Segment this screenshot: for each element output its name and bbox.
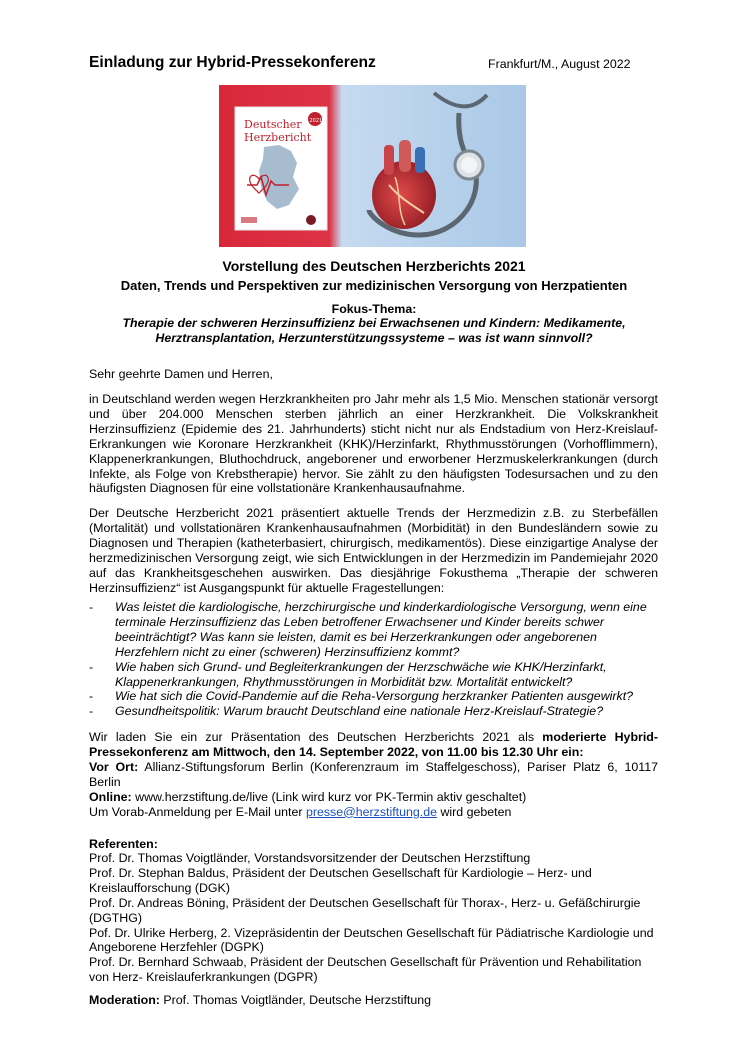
registration-text-before: Um Vorab-Anmeldung per E-Mail unter bbox=[89, 804, 303, 819]
invitation-block bbox=[89, 730, 658, 819]
moderation-name: Prof. Thomas Voigtländer, Deutsche Herzstiftung bbox=[163, 993, 432, 1007]
speakers-list bbox=[89, 851, 658, 985]
onsite-location: Allianz-Stiftungsforum Berlin (Konferenzraum im Staffelgeschoss), Pariser Platz 6, 10117 Berlin bbox=[89, 759, 659, 789]
book-title-line2: Herzbericht bbox=[244, 131, 312, 144]
moderation-line bbox=[89, 993, 658, 1008]
invitation-event-details: moderierte Hybrid-Pressekonferenz am Mittwoch, den 14. September 2022, von 11.00 bis 12.30 Uhr ein: bbox=[89, 730, 658, 759]
list-item: - Wie haben sich Grund- und Begleiterkrankungen der Herzschwäche wie KHK/Herzinfarkt, Klappenerkrankungen, Rhythmusstörungen in Morbidität bzw. Mortalität entwickelt? bbox=[89, 659, 607, 689]
book-cover bbox=[235, 107, 327, 230]
speaker-item: Prof. Dr. Thomas Voigtländer, Vorstandsvorsitzender der Deutschen Herzstiftung bbox=[89, 851, 531, 865]
book-year: 2021 bbox=[309, 118, 323, 124]
speakers-heading: Referenten: bbox=[89, 837, 158, 851]
focus-label: Fokus-Thema: bbox=[331, 302, 417, 316]
onsite-label: Vor Ort: bbox=[89, 759, 139, 774]
document-title: Einladung zur Hybrid-Pressekonferenz bbox=[89, 54, 376, 71]
place-date: Frankfurt/M., August 2022 bbox=[488, 57, 631, 71]
focus-topic-line2: Herztransplantation, Herzunterstützungssysteme – was ist wann sinnvoll? bbox=[155, 331, 593, 345]
list-item: - Wie hat sich die Covid-Pandemie auf die Reha-Versorgung herzkranker Patienten ausgewirkt? bbox=[89, 689, 634, 704]
paragraph-herzbericht: Der Deutsche Herzbericht 2021 präsentiert aktuelle Trends der Herzmedizin z.B. zu Sterbefällen (Mortalität) und vollstationären Krankenhausaufnahmen (Morbidität) in den Bundesländern sowie zu Diagnosen und Therapien (katheterbasiert, chirurgisch, medikamentös). Diese einzigartige Analyse der herzmedizinischen Versorgung zeigt, wie sich Entwicklungen in der Herzmedizin im Pandemiejahr 2020 auf das Krankheitsgeschehen auswirken. Das diesjährige Fokusthema „Therapie der schweren Herzinsuffizienz“ ist Ausgangspunkt für aktuelle Fragestellungen: bbox=[89, 506, 658, 595]
paragraph-intro: in Deutschland werden wegen Herzkrankheiten pro Jahr mehr als 1,5 Mio. Menschen stationär versorgt und über 204.000 Menschen sterben jährlich an einer Herzkrankheit. Die Volkskrankheit Herzinsuffizienz (Epidemie des 21. Jahrhunderts) sticht nicht nur als Endstadium von Herz-Kreislauf-Erkrankungen wie Koronare Herzkrankheit (KHK)/Herzinfarkt, Rhythmusstörungen (Vorhofflimmern), Klappenerkrankungen, Bluthochdruck, angeborener und erworbener Herzmuskelerkrankungen (durch Infekte, als Folge von Krebstherapie) hervor. Sie zählt zu den häufigsten Todesursachen und zu den häufigsten Diagnosen für eine vollstationäre Krankenhausaufnahme. bbox=[89, 392, 658, 496]
online-label: Online: bbox=[89, 789, 132, 804]
speaker-item: Prof. Dr. Bernhard Schwaab, Präsident der Deutschen Gesellschaft für Prävention und Rehabilitation von Herz- Kreislauferkrankungen (DGPR) bbox=[89, 955, 642, 985]
book-title-line1: Deutscher bbox=[244, 118, 302, 131]
main-heading: Vorstellung des Deutschen Herzberichts 2021 bbox=[222, 258, 526, 274]
speaker-item: Prof. Dr. Andreas Böning, Präsident der Deutschen Gesellschaft für Thorax-, Herz- u. Gefäßchirurgie (DGTHG) bbox=[89, 895, 641, 925]
question-list bbox=[89, 600, 658, 719]
focus-topic bbox=[89, 316, 659, 346]
subheading: Daten, Trends und Perspektiven zur medizinischen Versorgung von Herzpatienten bbox=[120, 278, 628, 293]
list-item: - Was leistet die kardiologische, herzchirurgische und kinderkardiologische Versorgung, wenn eine terminale Herzinsuffizienz das Leben betroffener Erwachsener und Kinder bereits schwer beeinträchtigt? Was kann sie leisten, damit es bei Herzerkrankungen oder angeborenen Herzfehlern nicht zu einer (schweren) Herzinsuffizienz kommt? bbox=[89, 600, 647, 659]
registration-email-link[interactable]: presse@herzstiftung.de bbox=[305, 804, 437, 819]
invitation-intro: Wir laden Sie ein zur Präsentation des Deutschen Herzberichts 2021 als bbox=[89, 730, 535, 744]
speaker-item: Pof. Dr. Ulrike Herberg, 2. Vizepräsidentin der Deutschen Gesellschaft für Pädiatrische Kardiologie und Angeborene Herzfehler (DGPK) bbox=[89, 925, 654, 955]
speaker-item: Prof. Dr. Stephan Baldus, Präsident der Deutschen Gesellschaft für Kardiologie – Herz- und Kreislaufforschung (DGK) bbox=[89, 865, 592, 895]
salutation: Sehr geehrte Damen und Herren, bbox=[89, 367, 273, 381]
registration-text-after: wird gebeten bbox=[440, 804, 512, 819]
header-banner-image bbox=[219, 85, 526, 247]
focus-topic-line1: Therapie der schweren Herzinsuffizienz bei Erwachsenen und Kindern: Medikamente, bbox=[122, 316, 626, 330]
online-link-text: www.herzstiftung.de/live (Link wird kurz vor PK-Termin aktiv geschaltet) bbox=[135, 789, 527, 804]
moderation-label: Moderation: bbox=[89, 993, 160, 1007]
list-item: - Gesundheitspolitik: Warum braucht Deutschland eine nationale Herz-Kreislauf-Strategie? bbox=[89, 704, 604, 719]
